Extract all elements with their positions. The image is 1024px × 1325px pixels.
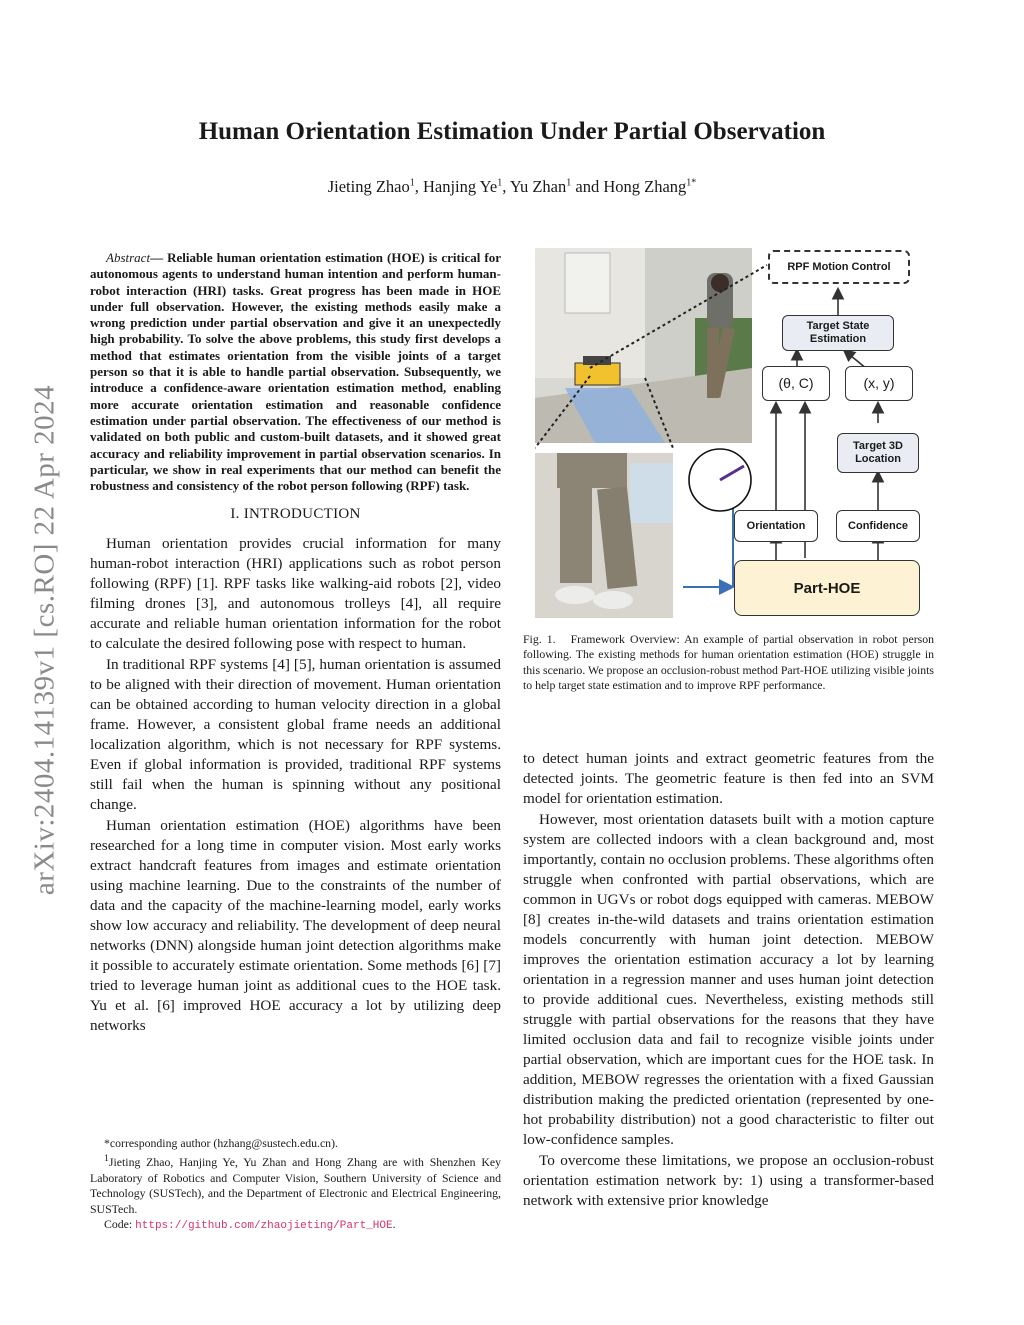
abstract-label: Abstract <box>106 250 151 265</box>
author: Jieting Zhao$^1$, <box>327 177 423 196</box>
box-theta-confidence: (θ, C) <box>762 366 830 401</box>
arxiv-stamp <box>22 330 67 950</box>
paragraph: Human orientation provides crucial information for many human-robot interaction (HRI) applications such as robot person following (RPF) [1]. RPF tasks like walking-aid robots [2], video filming drones [3], and autonomous trolleys [4], all require accurate and reliable human orientation information for the robot to calculate the desired following pose with respect to human. <box>90 535 501 653</box>
paragraph: to detect human joints and extract geometric features from the detected joints. The geometric feature is then fed into an SVM model for orientation estimation. <box>523 750 934 807</box>
author: Hanjing Ye$^1$, <box>422 177 510 196</box>
arxiv-id: arXiv:2404.14139v1 [cs.RO] 22 Apr 2024 <box>28 384 60 896</box>
figure-caption: Fig. 1. Framework Overview: An example of partial observation in robot person following. The existing methods for human orientation estimation (HOE) struggle in this scenario. We propose an occlusion-robust method Part-HOE utilizing visible joints to help target state estimation and to improve RPF performance. <box>523 632 935 693</box>
abstract-text: — Reliable human orientation estimation (HOE) is critical for autonomous agents to understand human intention and perform human-robot interaction (HRI) tasks. Great progress has been made in HOE under full observation. However, the existing methods easily make a wrong prediction under partial observation and give it an unexpectedly high probability. To solve the above problems, this study first develops a method that estimates orientation from the visible joints of a target person so that it is able to handle partial observation. Subsequently, we introduce a confidence-aware orientation estimation method, enabling more accurate orientation estimation and reasonable confidence estimation under partial observation. The effectiveness of our method is validated on both public and custom-built datasets, and it showed great accuracy and reliability improvement in partial observation scenarios. In particular, we show in real experiments that our method can benefit the robustness and consistency of the robot person following (RPF) task. <box>90 250 501 494</box>
box-rpf-motion-control: RPF Motion Control <box>768 250 910 284</box>
footnote-affiliation: $^1$Jieting Zhao, Hanjing Ye, Yu Zhan and Hong Zhang are with Shenzhen Key Laboratory of Robotics and Computer Vision, Southern University of Science and Technology (SUSTech), and the Department of Electronic and Electrical Engineering, SUSTech. <box>90 1153 501 1216</box>
left-column <box>90 250 501 1037</box>
paragraph: In traditional RPF systems [4] [5], human orientation is assumed to be aligned with their direction of movement. Human orientation can be obtained according to human velocity direction in a global frame. However, a consistent global frame needs an additional localization algorithm, which is not necessary for RPF systems. Even if global information is provided, traditional RPF systems still fail when the human is spinning without any positional change. <box>90 656 501 814</box>
author-list <box>0 177 1024 197</box>
box-xy: (x, y) <box>845 366 913 401</box>
box-target-state-estimation: Target State Estimation <box>782 315 894 351</box>
figure-1 <box>535 248 935 623</box>
paragraph: Human orientation estimation (HOE) algorithms have been researched for a long time in computer vision. Most early works extract handcraft features from images and estimate orientation using machine learning. Due to the constraints of the number of data and the capacity of the machine-learning model, early works show low accuracy and reliability. The development of deep neural networks (DNN) alongside human joint detection algorithms make it possible to accurately estimate orientation. Some methods [6] [7] tried to leverage human joint as additional cues to the HOE task. Yu et al. [6] improved HOE accuracy a lot by utilizing deep networks <box>90 817 501 1035</box>
footnotes <box>90 1136 501 1234</box>
author: Hong Zhang$^{1*}$ <box>603 177 697 196</box>
paragraph: To overcome these limitations, we propose an occlusion-robust orientation estimation network by: 1) using a transformer-based network with extensive prior knowledge <box>523 1152 934 1209</box>
box-orientation: Orientation <box>734 510 818 542</box>
code-link[interactable]: https://github.com/zhaojieting/Part_HOE <box>135 1219 393 1232</box>
box-target-3d-location: Target 3D Location <box>837 433 919 473</box>
paragraph: However, most orientation datasets built with a motion capture system are collected indoors with a clean background and, most importantly, contain no occlusion problems. These algorithms often struggle when confronted with partial observations, which are common in UGVs or robot dogs equipped with cameras. MEBOW [8] creates in-the-wild datasets and trains orientation estimation models concurrently with human joint detection. MEBOW improves the orientation estimation accuracy a lot by learning orientation in a regression manner and uses human joint detection to provide additional cues. Nevertheless, existing methods still struggle with partial observations for the reasons that they have limited occlusion data and fail to recognize visible joints under partial observation, which are important cues for the HOE task. In addition, MEBOW regresses the orientation with a fixed Gaussian distribution making the predicted orientation (represented by one-hot probability distribution) not a good characteristic to filter out low-confidence samples. <box>523 811 934 1148</box>
box-confidence: Confidence <box>836 510 920 542</box>
right-column <box>523 749 934 1212</box>
footnote-corresponding: *corresponding author (hzhang@sustech.edu.cn). <box>104 1136 338 1150</box>
section-heading: I. INTRODUCTION <box>230 506 361 523</box>
footnote-code: Code: https://github.com/zhaojieting/Part_HOE. <box>104 1216 396 1232</box>
abstract <box>90 250 501 494</box>
paper-title: Human Orientation Estimation Under Partial Observation <box>198 118 826 145</box>
box-part-hoe: Part-HOE <box>734 560 920 616</box>
author: Yu Zhan$^1$ and <box>509 177 604 196</box>
